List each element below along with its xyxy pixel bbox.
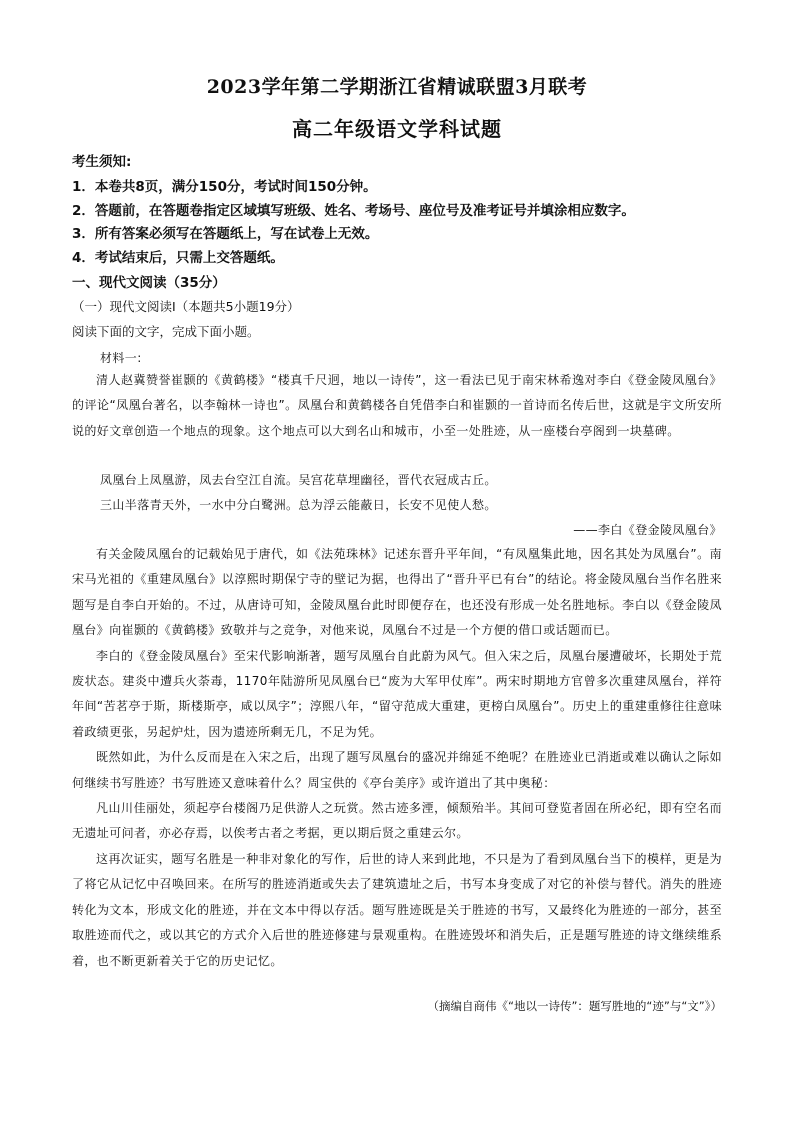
notice-item-1: 1．本卷共8页，满分150分，考试时间150分钟。 (72, 179, 377, 195)
source-citation: （摘编自商伟《“地以一诗传”：题写胜地的“迹”与“文”》） (427, 999, 722, 1013)
section-heading: 一、现代文阅读（35分） (72, 275, 226, 291)
notice-item-2: 2．答题前，在答题卷指定区域填写班级、姓名、考场号、座位号及准考证号并填涂相应数字。 (72, 203, 635, 219)
body-paragraph-5: 这再次证实，题写名胜是一种非对象化的写作，后世的诗人来到此地，不只是为了看到凤凰台当下的模样，更是为了将它从记忆中召唤回来。在所写的胜迹消逝或失去了建筑遗址之后，书写本身变成了对它的补偿与替代。消失的胜迹转化为文本，形成文化的胜迹，并在文本中得以存活。题写胜迹既是关于胜迹的书写，又最终化为胜迹的一部分，甚至取胜迹而代之，或以其它的方式介入后世的胜迹修建与景观重构。在胜迹毁坏和消失后，正是题写胜迹的诗文继续维系着，也不断更新着关于它的历史记忆。 (72, 851, 722, 968)
notice-item-3: 3．所有答案必须写在答题纸上，写在试卷上无效。 (72, 226, 379, 242)
poem-line-2: 三山半落青天外，一水中分白鹭洲。总为浮云能蔽日，长安不见使人愁。 (100, 498, 497, 512)
notice-heading: 考生须知: (72, 154, 132, 170)
section-part: （一）现代文阅读Ⅰ（本题共5小题19分） (72, 299, 300, 314)
material-label: 材料一: (100, 351, 142, 365)
material-intro (72, 368, 722, 444)
body-paragraph-2: 李白的《登金陵凤凰台》至宋代影响渐著，题写凤凰台自此蔚为风气。但入宋之后，凤凰台屡遭破坏，长期处于荒废状态。建炎中遭兵火荼毒，1170年陆游所见凤凰台已“废为大军甲仗库”。两宋时期地方官曾多次重建凤凰台，祥符年间“苦茗亭于斯，斯楼斯亭，咸以凤字”；淳熙八年，“留守范成大重建，更榜白凤凰台”。历史上的重建重修往往意味着政绩更张，另起炉灶，因为遗迹所剩无几，不足为凭。 (72, 648, 722, 739)
intro-paragraph: 清人赵冀赞誉崔颢的《黄鹤楼》“楼真千尺迥，地以一诗传”，这一看法已见于南宋林希逸对李白《登金陵凤凰台》的评论“凤凰台著名，以李翰林一诗也”。凤凰台和黄鹤楼各自凭借李白和崔颢的一首诗而名传后世，这就是宇文所安所说的好文章创造一个地点的现象。这个地点可以大到名山和城市，小至一处胜迹，从一座楼台亭阁到一块墓碑。 (72, 373, 722, 438)
exam-subtitle: 高二年级语文学科试题 (292, 117, 502, 141)
body-paragraph-3: 既然如此，为什么反而是在入宋之后，出现了题写凤凰台的盛况并绵延不绝呢？在胜迹业已消逝或难以确认之际如何继续书写胜迹？书写胜迹又意味着什么？周宝供的《亭台美序》或许道出了其中奥秘： (72, 750, 722, 790)
section-instruction: 阅读下面的文字，完成下面小题。 (72, 324, 260, 339)
exam-title: 2023学年第二学期浙江省精诚联盟3月联考 (206, 76, 588, 98)
poem-line-1: 凤凰台上凤凰游，凤去台空江自流。吴宫花草埋幽径，晋代衣冠成古丘。 (100, 473, 497, 487)
body-paragraph-4: 凡山川佳丽处，须起亭台楼阁乃足供游人之玩赏。然古迹多湮，倾颓殆半。其间可登览者固在所必纪，即有空名而无遗址可问者，亦必存焉，以俟考古者之考据，更以期后贤之重建云尔。 (72, 801, 722, 841)
material-body (72, 542, 722, 974)
poem-attribution: ——李白《登金陵凤凰台》 (573, 523, 722, 537)
body-paragraph-1: 有关金陵凤凰台的记载始见于唐代，如《法苑珠林》记述东晋升平年间，“有凤凰集此地，因名其处为凤凰台”。南宋马光祖的《重建凤凰台》以淳熙时期保宁寺的壁记为据，也得出了“晋升平已有台”的结论。将金陵凤凰台当作名胜来题写是自李白开始的。不过，从唐诗可知，金陵凤凰台此时即便存在，也还没有形成一处名胜地标。李白以《登金陵凤凰台》向崔颢的《黄鹤楼》致敬并与之竞争，对他来说，凤凰台不过是一个方便的借口或话题而已。 (72, 547, 722, 638)
notice-item-4: 4．考试结束后，只需上交答题纸。 (72, 250, 284, 266)
